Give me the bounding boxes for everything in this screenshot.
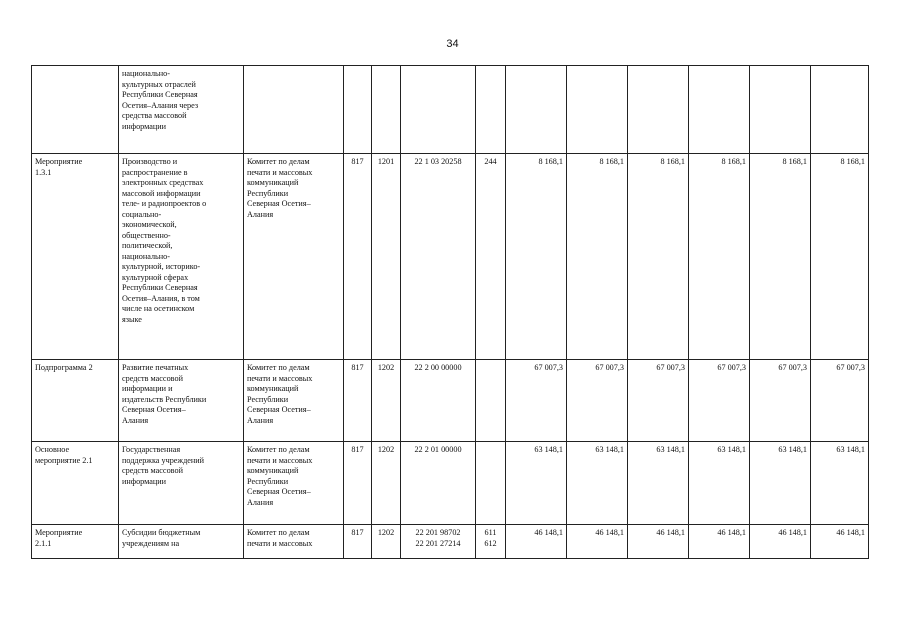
executor-cell: Комитет по делам печати и массовых [244,525,344,559]
target-article-cell: 22 2 01 00000 [401,442,476,525]
grbs-code-cell: 817 [344,525,372,559]
amount-cell: 63 148,1 [567,442,628,525]
expense-type-cell [476,66,506,154]
expense-type-cell: 244 [476,154,506,360]
table-row [32,154,869,360]
amount-cell: 8 168,1 [750,154,811,360]
row-description-cell: Развитие печатных средств массовой информации и издательств Республики Северная Осетия– Алания [119,360,244,442]
row-name-cell: Мероприятие 1.3.1 [32,154,119,360]
section-code-cell [372,66,401,154]
amount-cell [811,66,869,154]
target-article-cell [401,66,476,154]
grbs-code-cell: 817 [344,154,372,360]
amount-cell: 67 007,3 [811,360,869,442]
amount-cell [628,66,689,154]
budget-table [31,65,869,559]
table-row [32,442,869,525]
amount-cell: 67 007,3 [750,360,811,442]
page-number: 34 [446,38,459,50]
amount-cell: 46 148,1 [628,525,689,559]
expense-type-cell [476,360,506,442]
expense-type-cell: 611 612 [476,525,506,559]
row-description-cell: Субсидии бюджетным учреждениям на [119,525,244,559]
section-code-cell: 1202 [372,360,401,442]
grbs-code-cell [344,66,372,154]
row-description-cell: национально- культурных отраслей Республики Северная Осетия–Алания через средства массовой информации [119,66,244,154]
amount-cell: 63 148,1 [506,442,567,525]
amount-cell: 8 168,1 [567,154,628,360]
row-name-cell: Основное мероприятие 2.1 [32,442,119,525]
amount-cell: 63 148,1 [750,442,811,525]
row-name-cell: Подпрограмма 2 [32,360,119,442]
amount-cell: 8 168,1 [506,154,567,360]
amount-cell: 46 148,1 [811,525,869,559]
amount-cell: 67 007,3 [567,360,628,442]
amount-cell: 67 007,3 [506,360,567,442]
row-description-cell: Государственная поддержка учреждений средств массовой информации [119,442,244,525]
amount-cell: 63 148,1 [811,442,869,525]
amount-cell: 63 148,1 [628,442,689,525]
amount-cell: 8 168,1 [689,154,750,360]
row-name-cell [32,66,119,154]
amount-cell: 8 168,1 [628,154,689,360]
amount-cell [506,66,567,154]
row-description-cell: Производство и распространение в электронных средствах массовой информации теле- и радиопроектов о социально- экономической, общественно- политической, национально- культурной, историко- культурной сферах Республики Северная Осетия–Алания, в том числе на осетинском языке [119,154,244,360]
row-name-cell: Мероприятие 2.1.1 [32,525,119,559]
amount-cell: 46 148,1 [506,525,567,559]
amount-cell: 63 148,1 [689,442,750,525]
amount-cell: 8 168,1 [811,154,869,360]
target-article-cell: 22 1 03 20258 [401,154,476,360]
amount-cell [750,66,811,154]
table-row [32,66,869,154]
target-article-cell: 22 2 00 00000 [401,360,476,442]
target-article-cell: 22 201 98702 22 201 27214 [401,525,476,559]
executor-cell: Комитет по делам печати и массовых коммуникаций Республики Северная Осетия– Алания [244,360,344,442]
expense-type-cell [476,442,506,525]
amount-cell: 46 148,1 [750,525,811,559]
executor-cell: Комитет по делам печати и массовых коммуникаций Республики Северная Осетия– Алания [244,154,344,360]
section-code-cell: 1202 [372,442,401,525]
amount-cell: 46 148,1 [689,525,750,559]
grbs-code-cell: 817 [344,360,372,442]
table-row [32,525,869,559]
amount-cell [689,66,750,154]
table-row [32,360,869,442]
amount-cell: 46 148,1 [567,525,628,559]
grbs-code-cell: 817 [344,442,372,525]
executor-cell [244,66,344,154]
amount-cell [567,66,628,154]
section-code-cell: 1202 [372,525,401,559]
executor-cell: Комитет по делам печати и массовых коммуникаций Республики Северная Осетия– Алания [244,442,344,525]
amount-cell: 67 007,3 [628,360,689,442]
section-code-cell: 1201 [372,154,401,360]
amount-cell: 67 007,3 [689,360,750,442]
